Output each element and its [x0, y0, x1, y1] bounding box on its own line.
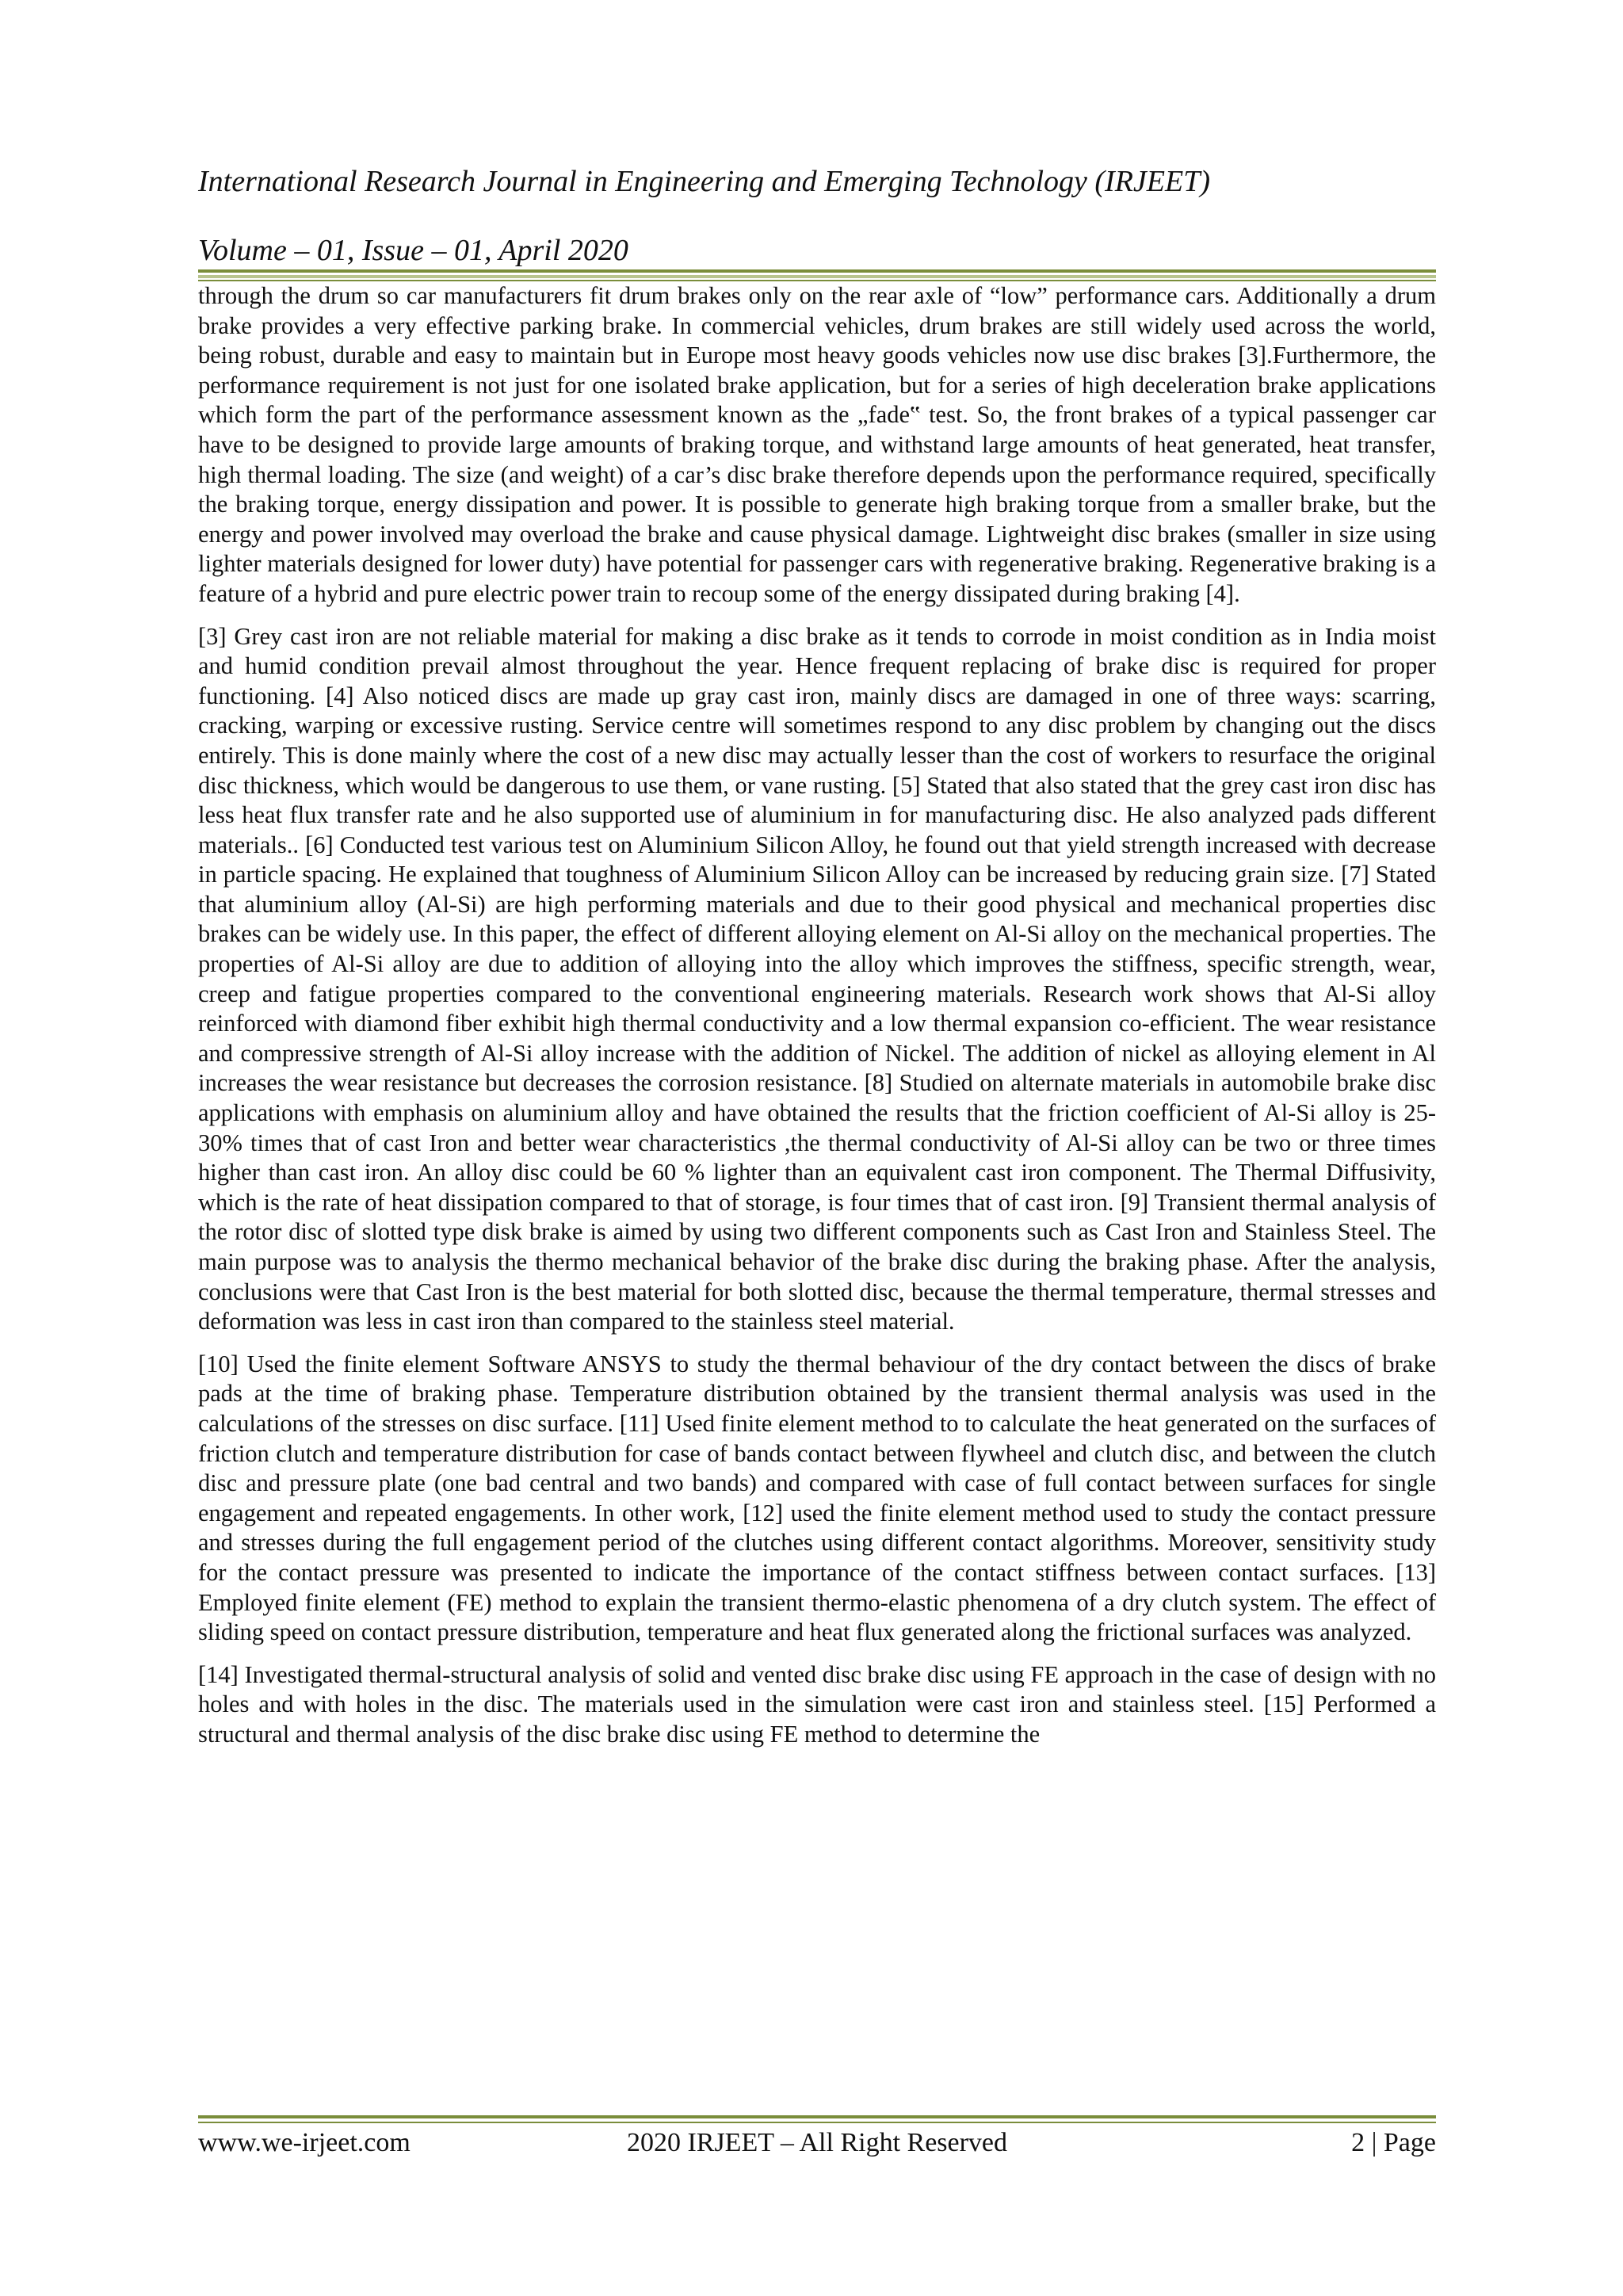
journal-title: International Research Journal in Engineering and Emerging Technology (IRJEET)	[198, 165, 1210, 198]
paragraph-1: through the drum so car manufacturers fit drum brakes only on the rear axle of “low” performance cars. Additionally a drum brake provides a very effective parking brake. In commercial vehicles, drum brakes are still widely used across the world, being robust, durable and easy to maintain but in Europe most heavy goods vehicles now use disc brakes [3].Furthermore, the performance requirement is not just for one isolated brake application, but for a series of high deceleration brake applications which form the part of the performance assessment known as the „fade‟ test. So, the front brakes of a typical passenger car have to be designed to provide large amounts of braking torque, and withstand large amounts of heat generated, heat transfer, high thermal loading. The size (and weight) of a car’s disc brake therefore depends upon the performance required, specifically the braking torque, energy dissipation and power. It is possible to generate high braking torque from a smaller brake, but the energy and power involved may overload the brake and cause physical damage. Lightweight disc brakes (smaller in size using lighter materials designed for lower duty) have potential for passenger cars with regenerative braking. Regenerative braking is a feature of a hybrid and pure electric power train to recoup some of the energy dissipated during braking [4].	[198, 282, 1436, 607]
footer-rule	[198, 2115, 1436, 2123]
issue-line: Volume – 01, Issue – 01, April 2020	[198, 234, 628, 267]
footer-page-number: 2 | Page	[1351, 2128, 1436, 2157]
paragraph-3: [10] Used the finite element Software ANSYS to study the thermal behaviour of the dry contact between the discs of brake pads at the time of braking phase. Temperature distribution obtained by the transient thermal analysis was used in the calculations of the stresses on disc surface. [11] Used finite element method to to calculate the heat generated on the surfaces of friction clutch and temperature distribution for case of bands contact between flywheel and clutch disc, and between the clutch disc and pressure plate (one bad central and two bands) and compared with case of full contact between surfaces for single engagement and repeated engagements. In other work, [12] used the finite element method used to study the contact pressure and stresses during the full engagement period of the clutches using different contact algorithms. Moreover, sensitivity study for the contact pressure was presented to indicate the importance of the contact stiffness between contact surfaces. [13] Employed finite element (FE) method to explain the transient thermo-elastic phenomena of a dry clutch system. The effect of sliding speed on contact pressure distribution, temperature and heat flux generated along the frictional surfaces was analyzed.	[198, 1350, 1436, 1646]
footer-copyright: 2020 IRJEET – All Right Reserved	[626, 2128, 1008, 2157]
article-body	[198, 281, 1436, 1763]
header-rule	[198, 269, 1436, 281]
paragraph-2: [3] Grey cast iron are not reliable material for making a disc brake as it tends to corrode in moist condition as in India moist and humid condition prevail almost throughout the year. Hence frequent replacing of brake disc is required for proper functioning. [4] Also noticed discs are made up gray cast iron, mainly discs are damaged in one of three ways: scarring, cracking, warping or excessive rusting. Service centre will sometimes respond to any disc problem by changing out the discs entirely. This is done mainly where the cost of a new disc may actually lesser than the cost of workers to resurface the original disc thickness, which would be dangerous to use them, or vane rusting. [5] Stated that also stated that the grey cast iron disc has less heat flux transfer rate and he also supported use of aluminium in for manufacturing disc. He also analyzed pads different materials.. [6] Conducted test various test on Aluminium Silicon Alloy, he found out that yield strength increased with decrease in particle spacing. He explained that toughness of Aluminium Silicon Alloy can be increased by reducing grain size. [7] Stated that aluminium alloy (Al-Si) are high performing materials and due to their good physical and mechanical properties disc brakes can be widely use. In this paper, the effect of different alloying element on Al-Si alloy on the mechanical properties. The properties of Al-Si alloy are due to addition of alloying into the alloy which improves the stiffness, specific strength, wear, creep and fatigue properties compared to the conventional engineering materials. Research work shows that Al-Si alloy reinforced with diamond fiber exhibit high thermal conductivity and a low thermal expansion co-efficient. The wear resistance and compressive strength of Al-Si alloy increase with the addition of Nickel. The addition of nickel as alloying element in Al increases the wear resistance but decreases the corrosion resistance. [8] Studied on alternate materials in automobile brake disc applications with emphasis on aluminium alloy and have obtained the results that the friction coefficient of Al-Si alloy is 25-30% times that of cast Iron and better wear characteristics ,the thermal conductivity of Al-Si alloy can be two or three times higher than cast iron. An alloy disc could be 60 % lighter than an equivalent cast iron component. The Thermal Diffusivity, which is the rate of heat dissipation compared to that of storage, is four times that of cast iron. [9] Transient thermal analysis of the rotor disc of slotted type disk brake is aimed by using two different components such as Cast Iron and Stainless Steel. The main purpose was to analysis the thermo mechanical behavior of the brake disc during the braking phase. After the analysis, conclusions were that Cast Iron is the best material for both slotted disc, because the thermal temperature, thermal stresses and deformation was less in cast iron than compared to the stainless steel material.	[198, 622, 1436, 1335]
paragraph-4: [14] Investigated thermal-structural analysis of solid and vented disc brake disc using FE approach in the case of design with no holes and with holes in the disc. The materials used in the simulation were cast iron and stainless steel. [15] Performed a structural and thermal analysis of the disc brake disc using FE method to determine the	[198, 1660, 1436, 1748]
footer-website: www.we-irjeet.com	[198, 2128, 411, 2157]
page-footer	[198, 2125, 1436, 2161]
